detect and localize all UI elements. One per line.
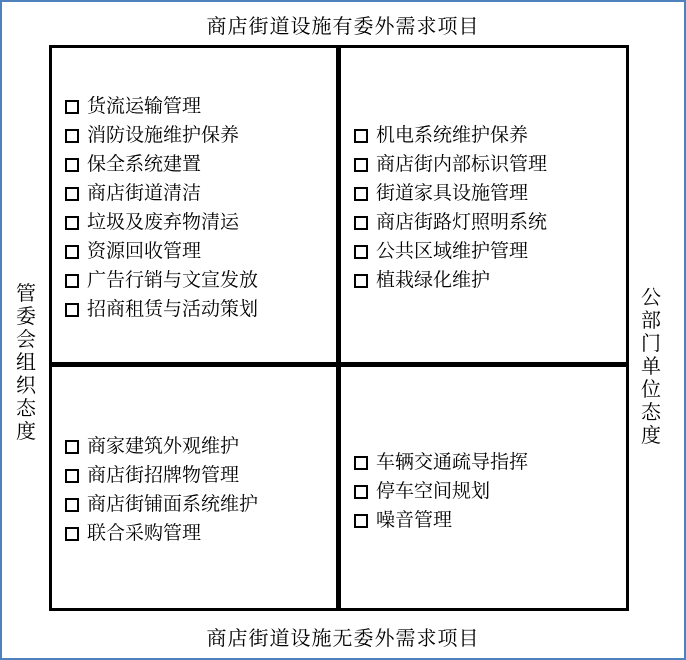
list-item [65, 295, 258, 324]
list-item [65, 121, 258, 150]
checkbox-square-icon [65, 274, 79, 288]
list-item [354, 121, 547, 150]
list-item [65, 519, 258, 548]
checkbox-square-icon [65, 100, 79, 114]
item-label: 机电系统维护保养 [376, 124, 529, 146]
list-item [354, 477, 528, 506]
list-item [65, 92, 258, 121]
list-item [65, 432, 258, 461]
quadrant-bottom-right [338, 364, 629, 611]
checkbox-square-icon [65, 440, 79, 454]
checkbox-square-icon [354, 129, 368, 143]
quadrant-top-left [49, 45, 339, 365]
item-list [65, 92, 258, 324]
item-label: 资源回收管理 [87, 240, 202, 262]
list-item [65, 208, 258, 237]
checkbox-square-icon [354, 187, 368, 201]
checkbox-square-icon [65, 129, 79, 143]
item-label: 商店街招牌物管理 [87, 464, 240, 486]
item-list [65, 432, 258, 548]
item-list [354, 121, 547, 295]
list-item [65, 461, 258, 490]
checkbox-square-icon [65, 303, 79, 317]
left-axis-title: 管委会组织态度 [16, 281, 36, 443]
item-label: 商店街路灯照明系统 [376, 211, 548, 233]
quadrant-bottom-left [49, 364, 339, 611]
list-item [354, 237, 547, 266]
item-label: 商家建筑外观维护 [87, 435, 240, 457]
item-label: 垃圾及废弃物清运 [87, 211, 240, 233]
item-label: 消防设施维护保养 [87, 124, 240, 146]
item-label: 商店街铺面系统维护 [87, 493, 259, 515]
bottom-axis-title: 商店街道设施无委外需求项目 [206, 626, 480, 650]
item-label: 商店街内部标识管理 [376, 153, 548, 175]
item-label: 车辆交通疏导指挥 [376, 451, 529, 473]
item-label: 货流运输管理 [87, 95, 202, 117]
list-item [354, 179, 547, 208]
item-label: 广告行销与文宣发放 [87, 269, 259, 291]
list-item [65, 266, 258, 295]
checkbox-square-icon [65, 469, 79, 483]
quadrant-top-right [338, 45, 629, 365]
checkbox-square-icon [354, 485, 368, 499]
item-label: 植栽绿化维护 [376, 269, 491, 291]
item-label: 街道家具设施管理 [376, 182, 529, 204]
checkbox-square-icon [354, 216, 368, 230]
checkbox-square-icon [354, 456, 368, 470]
checkbox-square-icon [65, 216, 79, 230]
list-item [354, 266, 547, 295]
list-item [354, 506, 528, 535]
item-list [354, 448, 528, 535]
list-item [354, 208, 547, 237]
right-axis-title: 公部门单位态度 [641, 285, 661, 447]
checkbox-square-icon [65, 498, 79, 512]
checkbox-square-icon [354, 245, 368, 259]
checkbox-square-icon [354, 158, 368, 172]
list-item [65, 237, 258, 266]
list-item [65, 179, 258, 208]
item-label: 联合采购管理 [87, 522, 202, 544]
item-label: 保全系统建置 [87, 153, 202, 175]
item-label: 噪音管理 [376, 509, 453, 531]
item-label: 停车空间规划 [376, 480, 491, 502]
item-label: 公共区域维护管理 [376, 240, 529, 262]
checkbox-square-icon [65, 187, 79, 201]
checkbox-square-icon [354, 514, 368, 528]
checkbox-square-icon [65, 527, 79, 541]
checkbox-square-icon [65, 158, 79, 172]
list-item [354, 448, 528, 477]
list-item [354, 150, 547, 179]
checkbox-square-icon [354, 274, 368, 288]
list-item [65, 150, 258, 179]
top-axis-title: 商店街道设施有委外需求项目 [206, 14, 480, 38]
checkbox-square-icon [65, 245, 79, 259]
item-label: 招商租赁与活动策划 [87, 298, 259, 320]
item-label: 商店街道清洁 [87, 182, 202, 204]
list-item [65, 490, 258, 519]
